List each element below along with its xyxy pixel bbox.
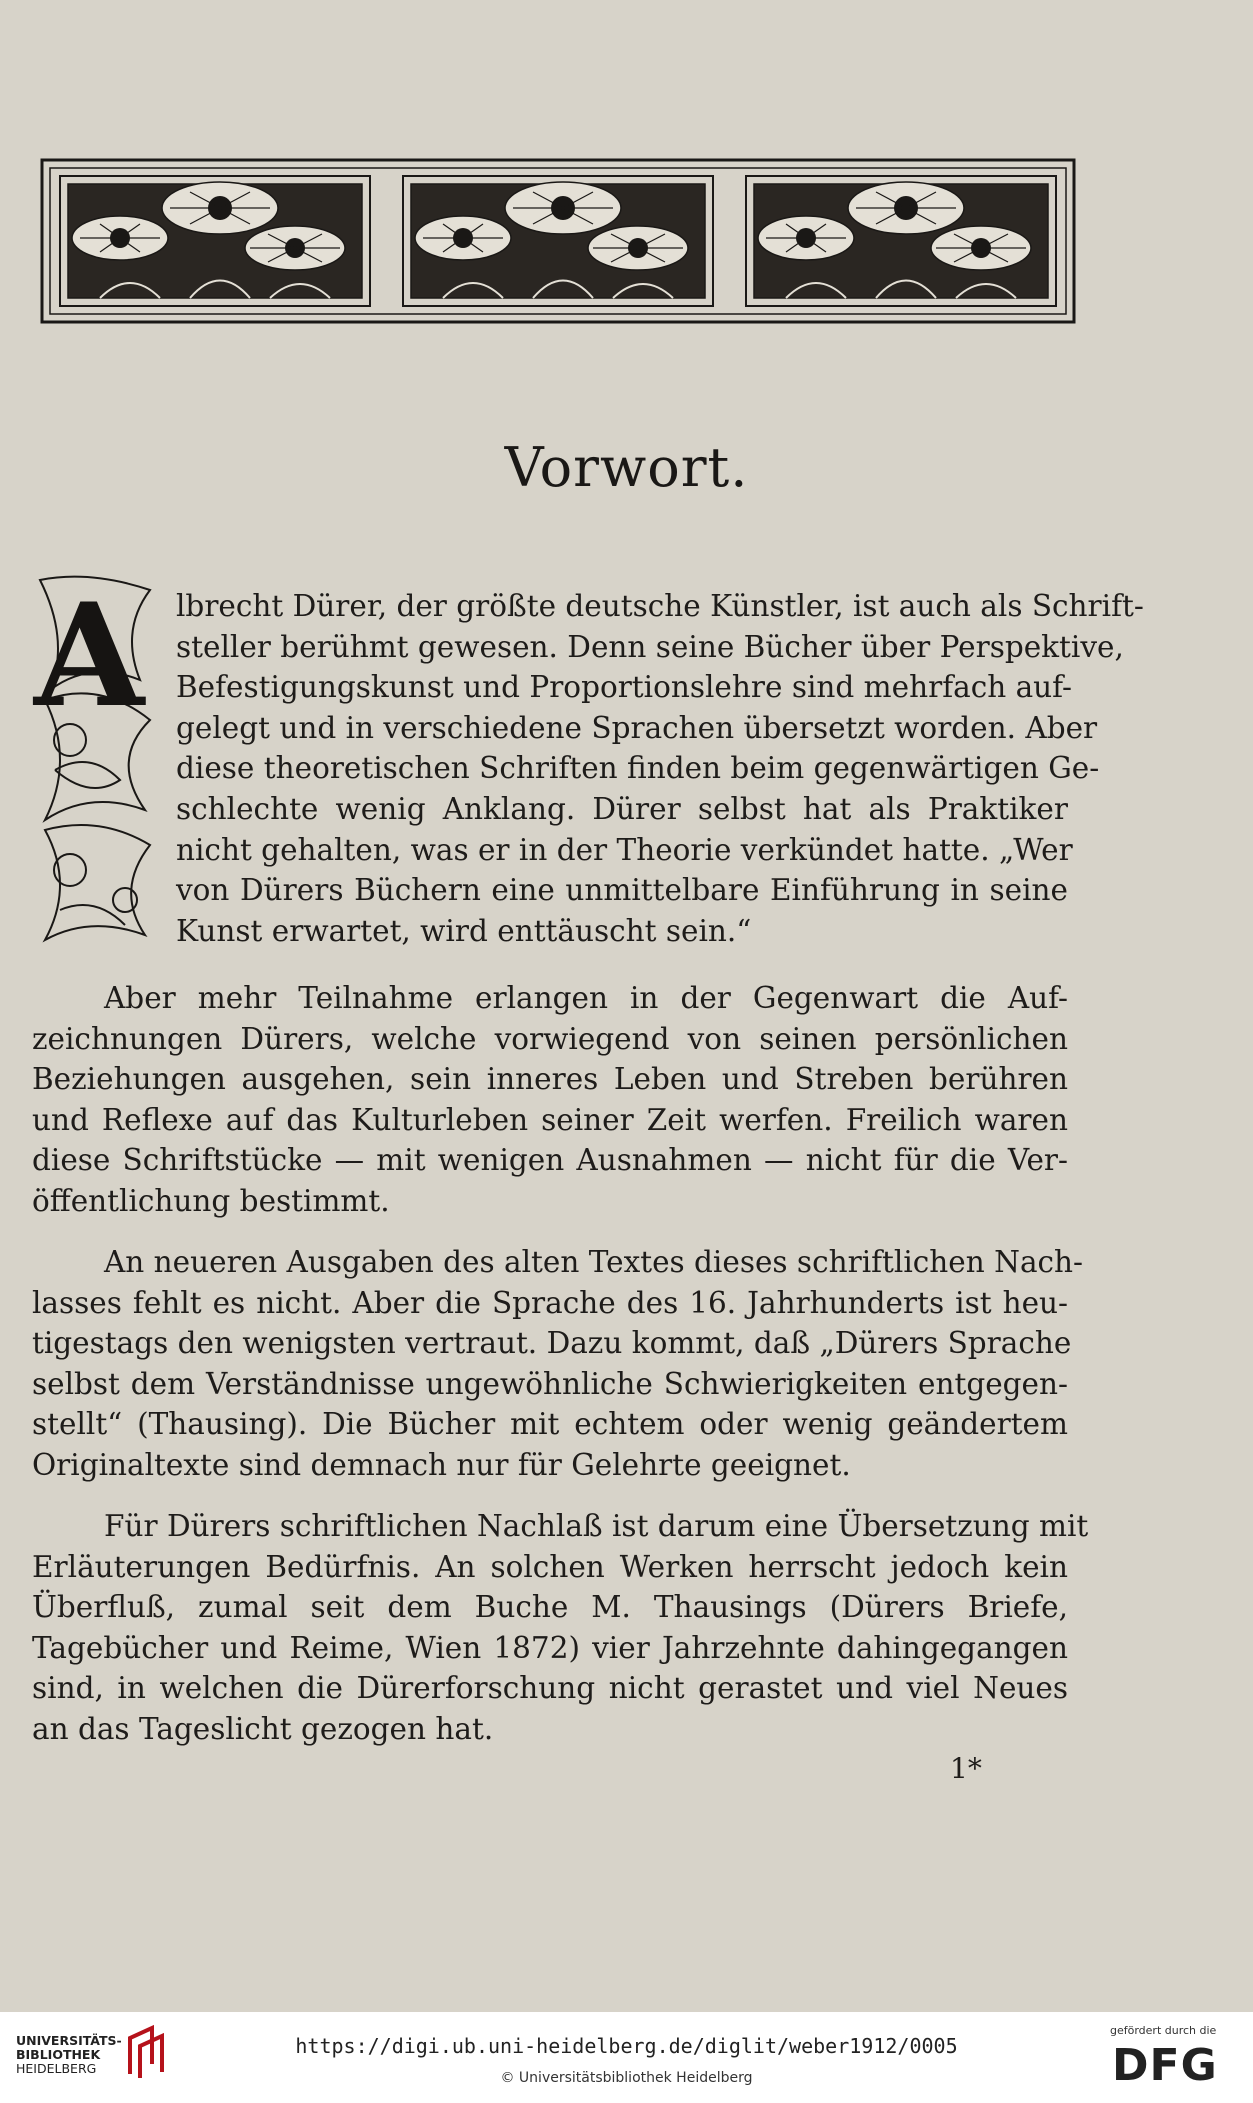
text-line: lbrecht Dürer, der größte deutsche Künstler, ist auch als Schrift- [176,589,1144,623]
text-line: Originaltexte sind demnach nur für Gelehrte geeignet. [32,1447,851,1482]
text-line: An neueren Ausgaben des alten Textes dieses schriftlichen Nach- [104,1245,1084,1279]
text-line: nicht gehalten, was er in der Theorie verkündet hatte. „Wer [176,832,1073,867]
text-line: Kunst erwartet, wird enttäuscht sein.“ [176,913,752,948]
dfg-caption: gefördert durch die [1110,2024,1217,2037]
text-line: zeichnungen Dürers, welche vorwiegend von seinen persönlichen [32,1021,1068,1056]
text-line: Überfluß, zumal seit dem Buche M. Thausings (Dürers Briefe, [32,1590,1068,1625]
document-url-link[interactable]: https://digi.ub.uni-heidelberg.de/diglit/weber1912/0005 [295,2034,958,2058]
library-name-line: HEIDELBERG [16,2061,97,2076]
text-line: selbst dem Verständnisse ungewöhnliche Schwierigkeiten entgegen- [32,1366,1068,1401]
text-line: sind, in welchen die Dürerforschung nicht gerastet und viel Neues [32,1671,1068,1706]
text-line: schlechte wenig Anklang. Dürer selbst hat als Praktiker [176,791,1068,826]
text-line: und Reflexe auf das Kulturleben seiner Zeit werfen. Freilich waren [32,1102,1068,1137]
text-line: von Dürers Büchern eine unmittelbare Einführung in seine [176,873,1068,908]
paragraph-2 [32,978,1068,1222]
paragraph-4 [32,1506,1089,1750]
text-line: gelegt und in verschiedene Sprachen übersetzt worden. Aber [176,710,1098,745]
text-line: Tagebücher und Reime, Wien 1872) vier Jahrzehnte dahingegangen [32,1630,1068,1665]
library-name-line: BIBLIOTHEK [16,2047,101,2062]
text-line: stellt“ (Thausing). Die Bücher mit echtem oder wenig geändertem [32,1407,1068,1442]
page-title: Vorwort. [504,436,749,499]
text-line: Beziehungen ausgehen, sein inneres Leben und Streben berühren [32,1062,1068,1097]
paragraph-3 [32,1242,1084,1486]
text-line: diese theoretischen Schriften finden beim gegenwärtigen Ge- [176,751,1100,786]
text-line: Für Dürers schriftlichen Nachlaß ist darum eine Übersetzung mit [104,1509,1089,1543]
signature-mark: 1* [950,1752,982,1785]
text-line: an das Tageslicht gezogen hat. [32,1711,494,1746]
text-line: tigestags den wenigsten vertraut. Dazu kommt, daß „Dürers Sprache [32,1326,1072,1361]
text-line: Aber mehr Teilnahme erlangen in der Gegenwart die Auf- [104,981,1068,1015]
text-line: diese Schriftstücke — mit wenigen Ausnahmen — nicht für die Ver- [32,1143,1068,1178]
text-line: öffentlichung bestimmt. [32,1183,390,1218]
floral-banner-ornament [40,158,1076,324]
dfg-logo[interactable]: DFG [1112,2040,1218,2091]
text-line: lasses fehlt es nicht. Aber die Sprache des 16. Jahrhunderts ist heu- [32,1285,1068,1320]
text-line: steller berühmt gewesen. Denn seine Bücher über Perspektive, [176,629,1124,664]
dropcap-letter: A [34,573,145,739]
text-line: Befestigungskunst und Proportionslehre sind mehrfach auf- [176,670,1073,705]
paragraph-1 [176,586,1144,951]
copyright-notice: © Universitätsbibliothek Heidelberg [500,2070,753,2086]
text-line: Erläuterungen Bedürfnis. An solchen Werken herrscht jedoch kein [32,1549,1068,1584]
library-name-line: UNIVERSITÄTS- [16,2033,122,2048]
